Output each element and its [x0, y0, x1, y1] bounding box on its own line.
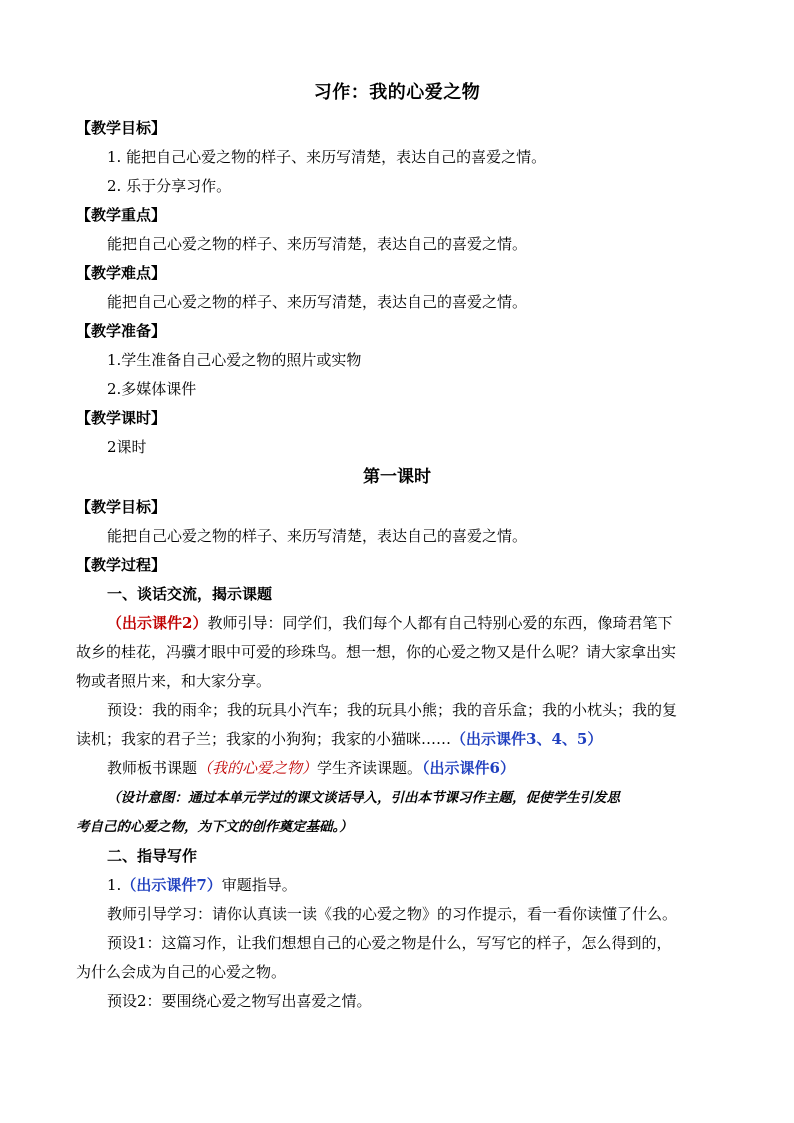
section2-p3: 预设2：要围绕心爱之物写出喜爱之情。 [107, 992, 372, 1010]
goal-item-1: 1. 能把自己心爱之物的样子、来历写清楚，表达自己的喜爱之情。 [107, 148, 547, 166]
section1-p2-line1: 预设：我的雨伞；我的玩具小汽车；我的玩具小熊；我的音乐盒；我的小枕头；我的复 [107, 701, 678, 719]
section1-p1-text: 教师引导：同学们，我们每个人都有自己特别心爱的东西，像琦君笔下 [207, 614, 673, 632]
preparation-heading: 【教学准备】 [76, 322, 167, 340]
hours-heading: 【教学课时】 [76, 409, 167, 427]
courseware-tag: （出示课件7） [121, 876, 222, 894]
preparation-item-1: 1.学生准备自己心爱之物的照片或实物 [107, 351, 362, 369]
difficulties-text: 能把自己心爱之物的样子、来历写清楚，表达自己的喜爱之情。 [107, 293, 528, 311]
section1-p1-line1 [107, 613, 672, 633]
page-title: 习作：我的心爱之物 [313, 82, 481, 103]
goal-item-2: 2. 乐于分享习作。 [107, 177, 232, 195]
section2-p1: 教师引导学习：请你认真读一读《我的心爱之物》的习作提示，看一看你读懂了什么。 [107, 905, 678, 923]
lesson1-goal-text: 能把自己心爱之物的样子、来历写清楚，表达自己的喜爱之情。 [107, 527, 528, 545]
design-note-line2: 考自己的心爱之物，为下文的创作奠定基础。） [76, 819, 353, 835]
section2-item1-num: 1. [107, 876, 122, 894]
section2-p2-line1: 预设1：这篇习作，让我们想想自己的心爱之物是什么，写写它的样子，怎么得到的， [107, 934, 672, 952]
section1-p3-pre: 教师板书课题 [107, 759, 198, 777]
lesson-title-ref: （我的心爱之物） [197, 759, 318, 777]
section2-p2-line2: 为什么会成为自己的心爱之物。 [76, 963, 287, 981]
key-points-heading: 【教学重点】 [76, 206, 167, 224]
process-heading: 【教学过程】 [76, 556, 167, 574]
hours-text: 2课时 [107, 438, 147, 456]
courseware-tag: （出示课件6） [422, 759, 515, 777]
section1-p3-mid: 学生齐读课题。 [317, 759, 423, 777]
section1-p1-line3: 物或者照片来，和大家分享。 [76, 672, 272, 690]
section1-p1-line2: 故乡的桂花，冯骥才眼中可爱的珍珠鸟。想一想，你的心爱之物又是什么呢？请大家拿出实 [76, 643, 677, 661]
section1-p2-text: 读机；我家的君子兰；我家的小狗狗；我家的小猫咪…… [76, 730, 452, 748]
lesson1-goal-heading: 【教学目标】 [76, 498, 167, 516]
lesson1-title: 第一课时 [363, 467, 431, 487]
design-note-line1: （设计意图：通过本单元学过的课文谈话导入，引出本节课习作主题，促使学生引发思 [107, 790, 620, 806]
section2-item1-text: 审题指导。 [221, 876, 297, 894]
section1-p3 [107, 758, 515, 778]
section1-p2-line2 [76, 729, 602, 749]
section2-heading: 二、指导写作 [107, 847, 198, 865]
difficulties-heading: 【教学难点】 [76, 264, 167, 282]
courseware-tag: （出示课件2） [107, 614, 208, 632]
section2-item1 [107, 875, 297, 895]
preparation-item-2: 2.多媒体课件 [107, 380, 197, 398]
key-points-text: 能把自己心爱之物的样子、来历写清楚，表达自己的喜爱之情。 [107, 235, 528, 253]
section1-heading: 一、谈话交流，揭示课题 [107, 585, 273, 603]
courseware-tag: （出示课件3、4、5） [451, 730, 603, 748]
goals-heading: 【教学目标】 [76, 119, 167, 137]
